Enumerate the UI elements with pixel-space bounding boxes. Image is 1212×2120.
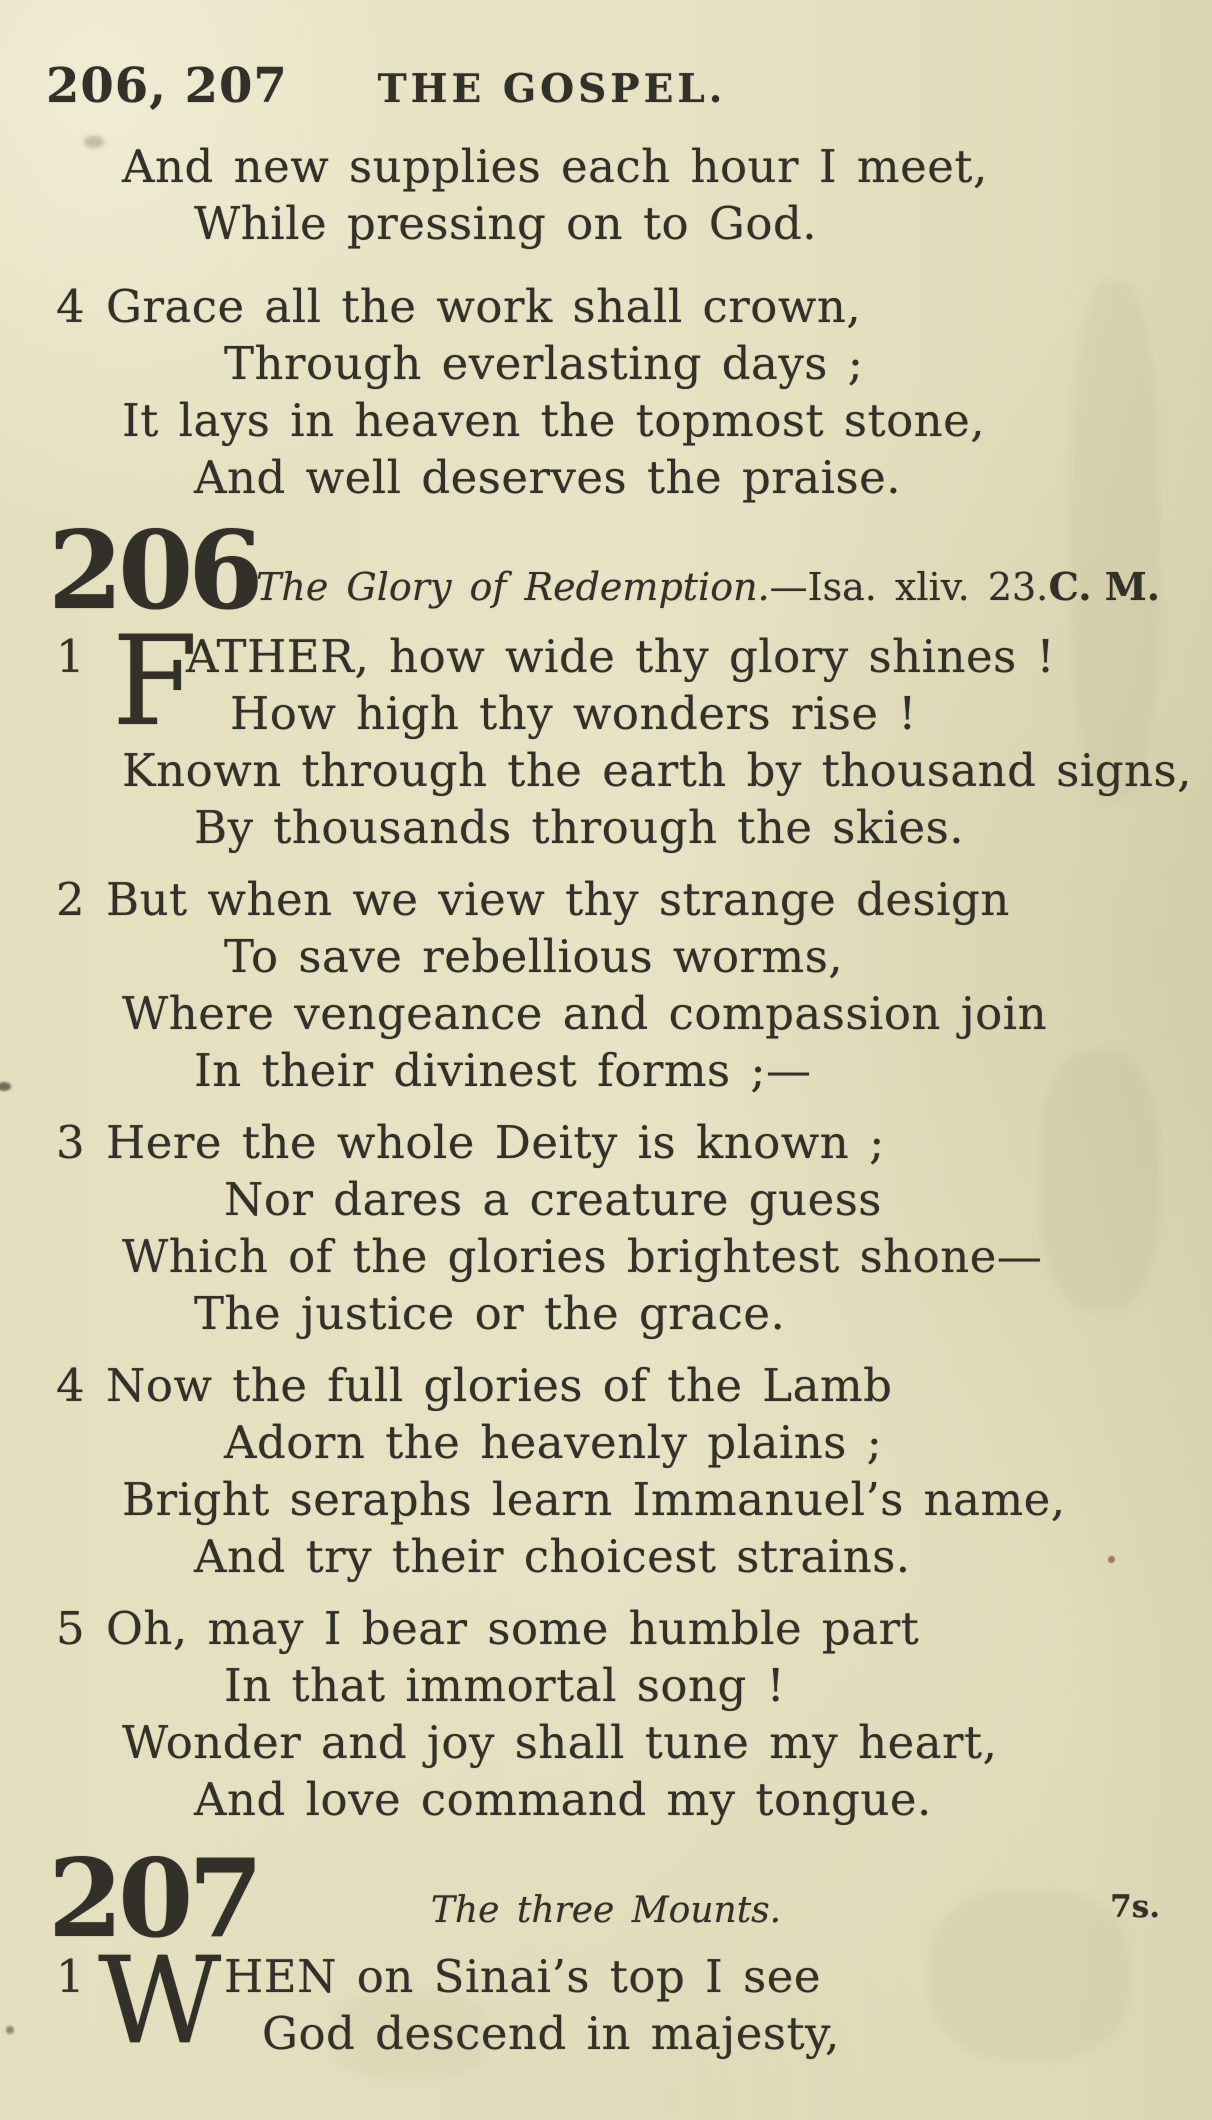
verse-number: 5: [56, 1602, 85, 1655]
verse-line-text: Bright seraphs learn Immanuel’s name,: [122, 1473, 1066, 1526]
verse-line-text: Nor dares a creature guess: [224, 1173, 882, 1226]
verse-line: [0, 195, 1212, 252]
hymn-scripture-reference: —Isa. xliv. 23.: [769, 565, 1049, 609]
verse-line-text: And love command my tongue.: [194, 1773, 932, 1826]
verse-line-text: Adorn the heavenly plains ;: [224, 1416, 883, 1469]
verse-line-text: In that immortal song !: [224, 1659, 786, 1712]
hymn-number: 207: [48, 1836, 259, 1962]
verse-line-text: In their divinest forms ;—: [194, 1044, 812, 1097]
verse-line: [0, 392, 1212, 449]
verse-line-text: While pressing on to God.: [194, 197, 818, 250]
dropcap-letter: F: [112, 610, 199, 754]
verse-line: [0, 138, 1212, 195]
verse-line-text: Grace all the work shall crown,: [106, 280, 862, 333]
verse-line-text: Through everlasting days ;: [224, 337, 864, 390]
hymn-206-verse-3: [0, 1114, 1212, 1342]
verse-line: [0, 1600, 1212, 1657]
verse-line: [0, 1414, 1212, 1471]
verse-line: [0, 628, 1212, 685]
verse-number: 3: [56, 1116, 85, 1169]
verse-number: 1: [56, 1950, 85, 2003]
verse-line: [0, 449, 1212, 506]
verse-line-text: God descend in majesty,: [262, 2007, 840, 2060]
verse-line-text: And well deserves the praise.: [194, 451, 902, 504]
verse-number: 1: [56, 630, 85, 683]
verse-line: [0, 1948, 1212, 2005]
verse-line: [0, 335, 1212, 392]
hymn-meter: C. M.: [1048, 564, 1160, 609]
verse-line: [0, 1171, 1212, 1228]
hymn-title: The three Mounts.: [430, 1890, 782, 1931]
hymn-207-verse-1: [0, 1932, 1212, 2071]
verse-line: [0, 1285, 1212, 1342]
verse-line: [0, 2005, 1212, 2062]
previous-hymn-verse-4: [0, 278, 1212, 506]
verse-line-text: How high thy wonders rise !: [230, 687, 917, 740]
page-numbers: 206, 207: [46, 58, 288, 114]
verse-line: [0, 1042, 1212, 1099]
verse-number: 4: [56, 280, 85, 333]
verse-line-text: Where vengeance and compassion join: [122, 987, 1048, 1040]
section-title: THE GOSPEL.: [377, 66, 727, 112]
hymn-206-verse-2: [0, 871, 1212, 1099]
verse-line: [0, 278, 1212, 335]
hymn-title: [256, 565, 1048, 609]
hymn-number: 206: [48, 508, 259, 634]
verse-line: [0, 1357, 1212, 1414]
verse-number: 4: [56, 1359, 85, 1412]
verse-line-text: To save rebellious worms,: [224, 930, 844, 983]
verse-line: [0, 985, 1212, 1042]
verse-line: [0, 1228, 1212, 1285]
verse-line-text: The justice or the grace.: [194, 1287, 786, 1340]
verse-line: [0, 742, 1212, 799]
dropcap-letter: W: [98, 1932, 222, 2071]
verse-line-text: By thousands through the skies.: [194, 801, 965, 854]
hymn-206-verse-4: [0, 1357, 1212, 1585]
hymn-206-verse-5: [0, 1600, 1212, 1828]
verse-line: [0, 685, 1212, 742]
verse-number: 2: [56, 873, 85, 926]
verse-line-text: Here the whole Deity is known ;: [106, 1116, 885, 1169]
hymn-title-text: The Glory of Redemption.: [256, 565, 770, 609]
verse-line-text: Now the full glories of the Lamb: [106, 1359, 893, 1412]
verse-line: [0, 1528, 1212, 1585]
running-header: [0, 60, 1212, 120]
verse-line: [0, 1714, 1212, 1771]
stanza-continuation: [0, 138, 1212, 252]
hymn-206-verse-1: [0, 610, 1212, 856]
verse-line-text: Wonder and joy shall tune my heart,: [122, 1716, 998, 1769]
hymn-meter: 7s.: [1110, 1889, 1160, 1925]
verse-line-text: And new supplies each hour I meet,: [122, 140, 988, 193]
verse-line-text: Which of the glories brightest shone—: [122, 1230, 1043, 1283]
verse-line: [0, 871, 1212, 928]
verse-line-text: Known through the earth by thousand signs,: [122, 744, 1192, 797]
verse-line-text: ATHER, how wide thy glory shines !: [186, 630, 1056, 683]
verse-line: [0, 928, 1212, 985]
verse-line: [0, 1114, 1212, 1171]
verse-line-text: HEN on Sinai’s top I see: [224, 1950, 821, 2003]
verse-line: [0, 799, 1212, 856]
verse-line-text: Oh, may I bear some humble part: [106, 1602, 920, 1655]
verse-line-text: And try their choicest strains.: [194, 1530, 911, 1583]
verse-line: [0, 1771, 1212, 1828]
verse-line: [0, 1471, 1212, 1528]
hymn-206-heading: [0, 500, 1212, 634]
verse-line: [0, 1657, 1212, 1714]
verse-line-text: It lays in heaven the topmost stone,: [122, 394, 986, 447]
verse-line-text: But when we view thy strange design: [106, 873, 1010, 926]
